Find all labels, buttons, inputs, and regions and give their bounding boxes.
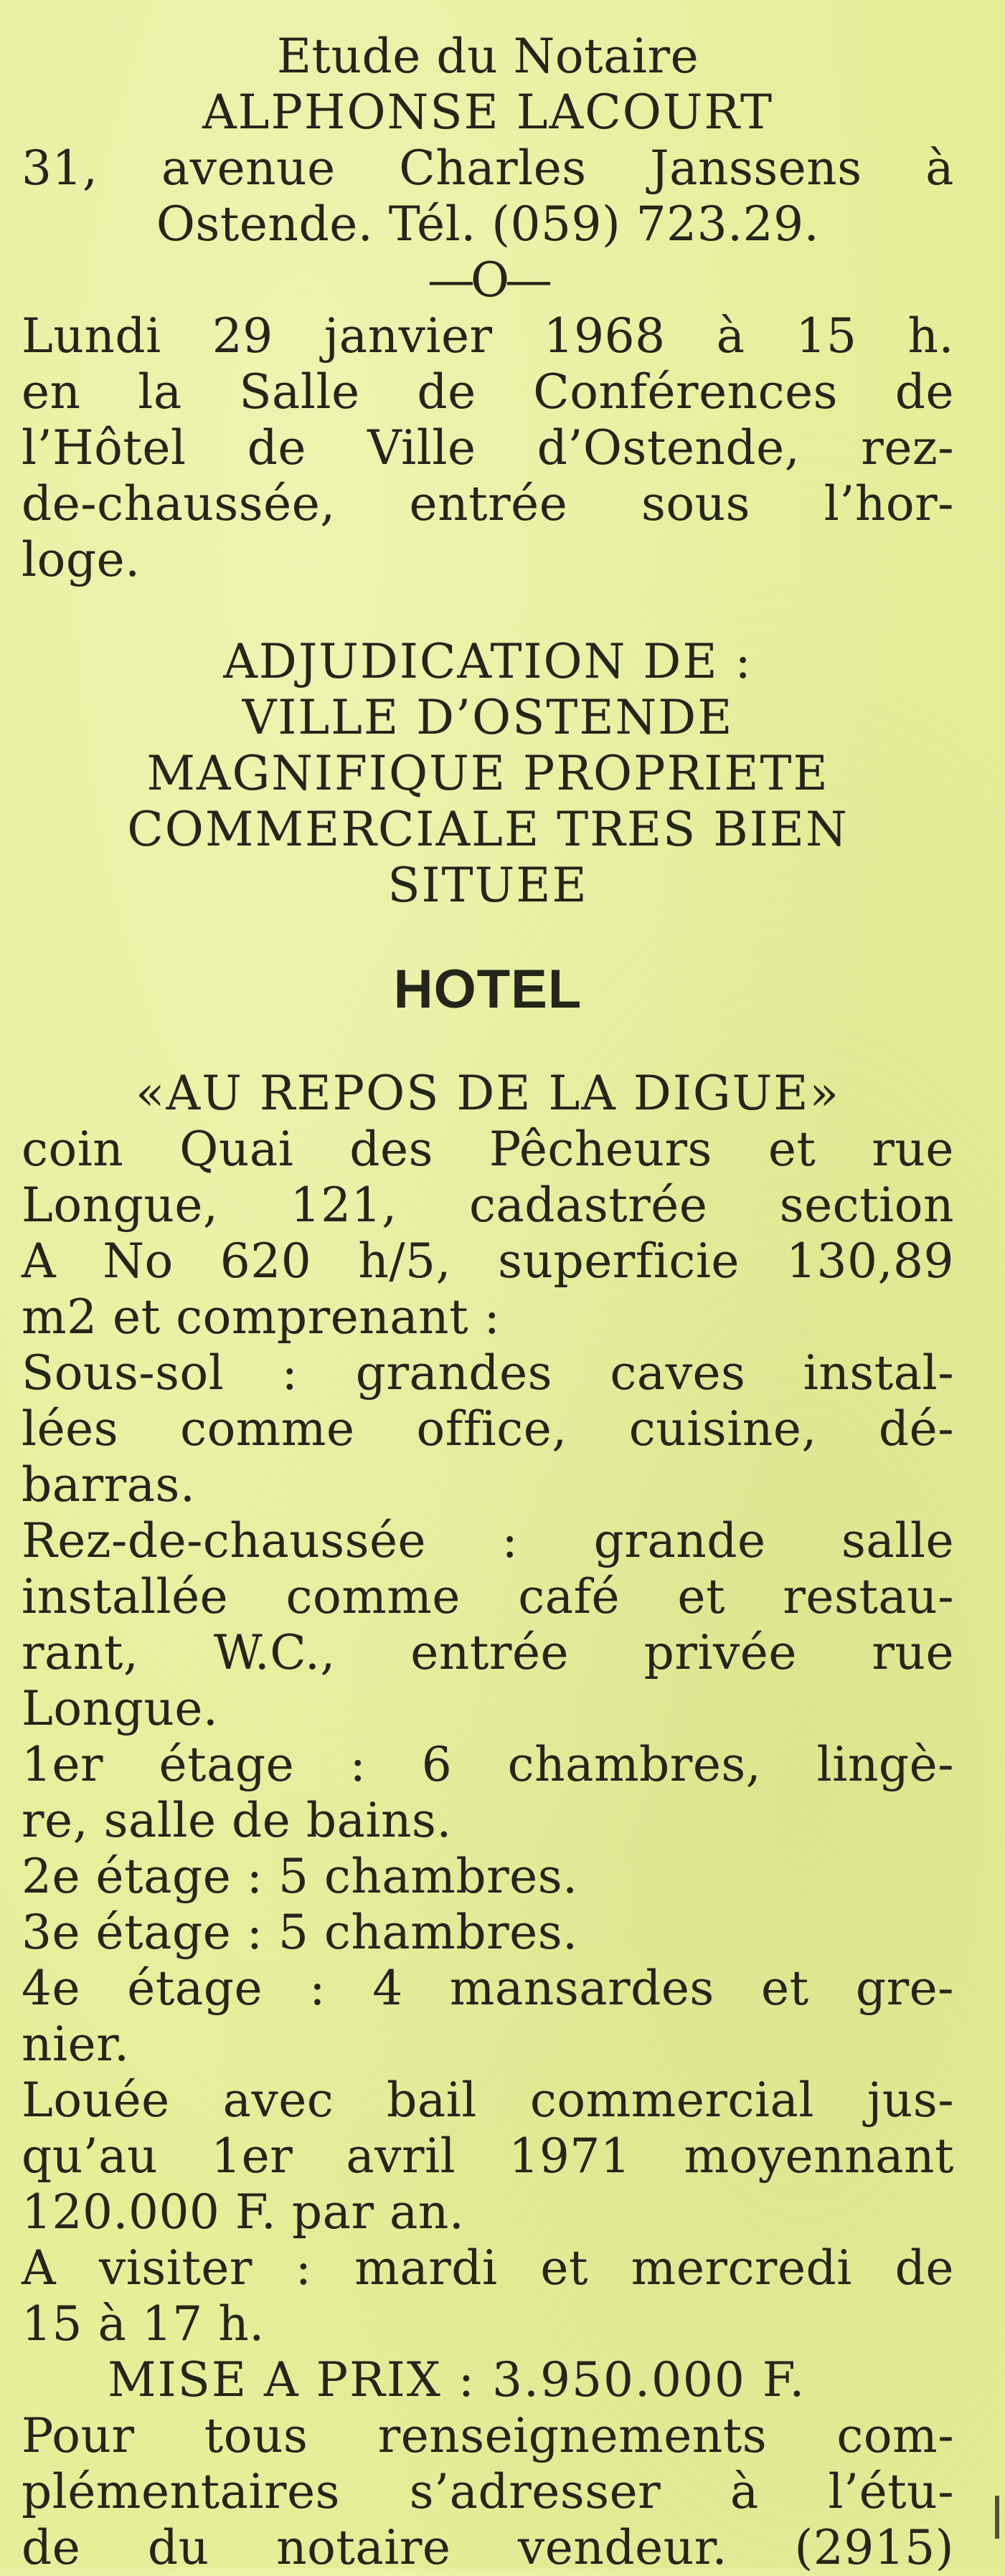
- intro-line: loge.: [22, 532, 141, 587]
- body-line: A visiter : mardi et mercredi de: [22, 2240, 954, 2296]
- intro-line: l’Hôtel de Ville d’Ostende, rez-: [22, 420, 954, 475]
- body-line: nier.: [22, 2017, 130, 2072]
- body-line: barras.: [22, 1457, 196, 1512]
- body-line: 4e étage : 4 mansardes et gre-: [22, 1961, 954, 2016]
- title-line: VILLE D’OSTENDE: [242, 690, 734, 745]
- body-line: 1er étage : 6 chambres, lingè-: [22, 1737, 954, 1792]
- body-line: Sous-sol : grandes caves instal-: [22, 1345, 954, 1401]
- body-line: Longue.: [22, 1681, 219, 1736]
- newspaper-clipping: [22, 29, 954, 2576]
- body-line: Longue, 121, cadastrée section: [22, 1178, 954, 1233]
- body-line: qu’au 1er avril 1971 moyennant: [22, 2128, 954, 2184]
- body-line: 3e étage : 5 chambres.: [22, 1905, 578, 1960]
- body-line: coin Quai des Pêcheurs et rue: [22, 1122, 954, 1177]
- separator: —O—: [427, 252, 549, 308]
- title-line: MAGNIFIQUE PROPRIETE: [146, 746, 829, 801]
- body-line: 2e étage : 5 chambres.: [22, 1849, 578, 1904]
- edge-mark: [995, 2496, 999, 2539]
- body-line: Louée avec bail commercial jus-: [22, 2073, 954, 2128]
- notary-name: ALPHONSE LACOURT: [202, 85, 773, 140]
- hotel-name: «AU REPOS DE LA DIGUE»: [136, 1066, 840, 1121]
- body-line: de du notaire vendeur. (2915): [22, 2520, 954, 2575]
- notary-address: 31, avenue Charles Janssens à: [22, 141, 954, 196]
- intro-line: Lundi 29 janvier 1968 à 15 h.: [22, 308, 954, 364]
- body-line: re, salle de bains.: [22, 1793, 452, 1848]
- body-line: A No 620 h/5, superficie 130,89: [22, 1233, 954, 1289]
- title-line: ADJUDICATION DE :: [223, 634, 752, 689]
- body-line: installée comme café et restau-: [22, 1569, 954, 1624]
- intro-line: de-chaussée, entrée sous l’hor-: [22, 476, 954, 531]
- notary-phone: Ostende. Tél. (059) 723.29.: [156, 196, 820, 252]
- title-line: SITUEE: [387, 858, 588, 913]
- body-line: m2 et comprenant :: [22, 1289, 501, 1345]
- body-line: Pour tous renseignements com-: [22, 2408, 954, 2463]
- body-line: 120.000 F. par an.: [22, 2184, 465, 2240]
- starting-price: MISE A PRIX : 3.950.000 F.: [108, 2352, 806, 2407]
- body-line: lées comme office, cuisine, dé-: [22, 1401, 954, 1457]
- title-line: COMMERCIALE TRES BIEN: [127, 802, 849, 857]
- body-line: plémentaires s’adresser à l’étu-: [22, 2464, 954, 2519]
- intro-line: en la Salle de Conférences de: [22, 364, 954, 420]
- body-line: rant, W.C., entrée privée rue: [22, 1625, 954, 1680]
- hotel-heading: HOTEL: [393, 959, 582, 1020]
- body-line: Rez-de-chaussée : grande salle: [22, 1513, 954, 1568]
- notary-office-line: Etude du Notaire: [276, 29, 699, 84]
- body-line: 15 à 17 h.: [22, 2296, 265, 2352]
